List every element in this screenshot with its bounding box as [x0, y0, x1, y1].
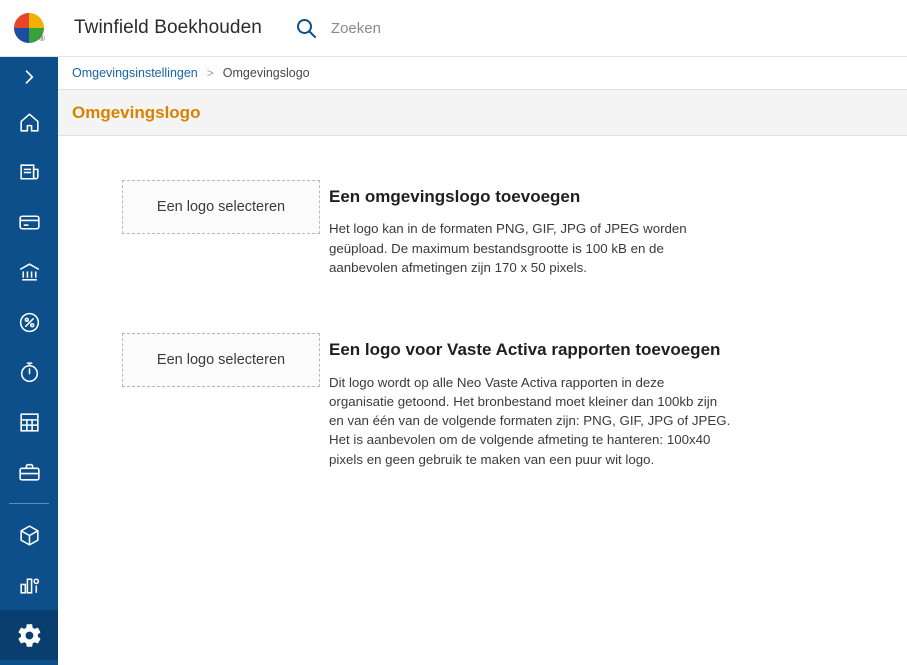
sidebar-item-settings[interactable]: [0, 610, 58, 660]
sidebar-item-vat[interactable]: [0, 297, 58, 347]
search-input[interactable]: [331, 20, 561, 37]
registered-mark: ®: [39, 34, 45, 43]
select-logo-button-environment[interactable]: Een logo selecteren: [122, 180, 320, 234]
sidebar-divider: [9, 503, 49, 504]
page-title: Omgevingslogo: [72, 102, 201, 122]
sidebar-item-assets[interactable]: [0, 447, 58, 497]
select-logo-button-fixed-assets[interactable]: Een logo selecteren: [122, 333, 320, 387]
logo-settings-panel: [58, 136, 907, 469]
sidebar-item-bank[interactable]: [0, 247, 58, 297]
sidebar-item-ledger[interactable]: [0, 397, 58, 447]
search-icon[interactable]: [294, 16, 318, 40]
sidebar-item-home[interactable]: [0, 97, 58, 147]
sidebar-item-invoices[interactable]: [0, 147, 58, 197]
fixed-assets-logo-text: [329, 333, 733, 469]
content-area: [58, 57, 907, 665]
sidebar-item-hours[interactable]: [0, 347, 58, 397]
search-bar[interactable]: [294, 16, 561, 40]
breadcrumb: [58, 57, 907, 90]
sidebar-item-payments[interactable]: [0, 197, 58, 247]
environment-logo-section: [122, 180, 907, 277]
environment-logo-text: [329, 180, 733, 277]
sidebar: [0, 57, 58, 665]
sidebar-item-reports[interactable]: [0, 560, 58, 610]
fixed-assets-logo-section: [122, 333, 907, 469]
environment-logo-description: Het logo kan in de formaten PNG, GIF, JPG of JPEG worden geüpload. De maximum bestandsgrootte is 100 kB en de aanbevolen afmetingen zijn 170 x 50 pixels.: [329, 221, 687, 275]
sidebar-item-products[interactable]: [0, 510, 58, 560]
fixed-assets-logo-title: Een logo voor Vaste Activa rapporten toevoegen: [329, 340, 721, 360]
app-title: Twinfield Boekhouden: [74, 17, 262, 38]
sidebar-expand-toggle[interactable]: [0, 57, 58, 97]
environment-logo-title: Een omgevingslogo toevoegen: [329, 187, 581, 206]
top-bar: [0, 0, 907, 57]
breadcrumb-parent-link[interactable]: Omgevingsinstellingen: [72, 66, 198, 80]
breadcrumb-current: Omgevingslogo: [222, 66, 310, 80]
breadcrumb-separator-icon: >: [206, 66, 214, 80]
page-header: [58, 90, 907, 136]
fixed-assets-logo-description: Dit logo wordt op alle Neo Vaste Activa rapporten in deze organisatie getoond. Het bronbestand moet kleiner dan 100kb zijn en van één van de volgende formaten zijn: PNG, GIF, JPG of JPEG. Het is aanbevolen om de volgende afmeting te hanteren: 100x40 pixels en geen gebruik te maken van een puur wit logo.: [329, 374, 731, 467]
